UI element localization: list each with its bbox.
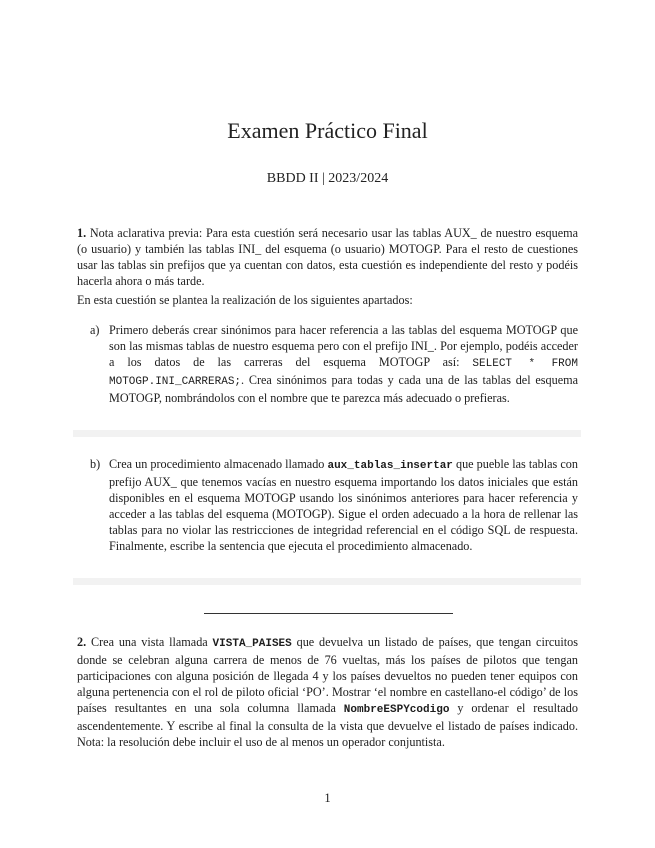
question-2-number: 2. xyxy=(77,635,87,649)
question-2-text xyxy=(77,634,578,750)
item-b-text-after: que pueble las tablas con prefijo AUX_ que tenemos vacías en nuestro esquema importando los datos iniciales que están disponibles en el esquema MOTOGP usando los sinónimos anteriores para hacer referencia y acceder a las tablas del esquema (MOTOGP). Sigue el orden adecuado a la hora de rellenar las tablas para no violar las restricciones de integridad referencial en el código SQL de respuesta. Finalmente, escribe la sentencia que ejecuta el procedimiento almacenado. xyxy=(109,457,578,553)
page-subtitle: BBDD II | 2023/2024 xyxy=(266,171,389,186)
question-2-code-1: VISTA_PAISES xyxy=(212,638,292,650)
answer-space-band xyxy=(73,430,581,437)
item-a-code: SELECT * FROM MOTOGP.INI_CARRERAS; xyxy=(109,358,578,388)
item-a-text-before: Primero deberás crear sinónimos para hacer referencia a las tablas del esquema MOTOGP que son las mismas tablas de nuestro esquema pero con el prefijo INI_. Por ejemplo, podéis acceder a los datos de las carreras del esquema MOTOGP así: xyxy=(109,323,578,369)
item-b-text xyxy=(109,456,578,554)
item-a-text xyxy=(109,322,578,406)
section-divider xyxy=(204,613,453,614)
item-a-text-after: . Crea sinónimos para todas y cada una de las tablas del esquema MOTOGP, nombrándolos con el nombre que te parezca más adecuado o prefieras. xyxy=(109,373,578,405)
question-2-code-2: NombreESPYcodigo xyxy=(343,704,450,716)
question-2-text-1: Crea una vista llamada xyxy=(90,635,213,649)
question-1-number: 1. xyxy=(77,226,87,240)
item-b-label: b) xyxy=(90,457,101,471)
item-b-text-before: Crea un procedimiento almacenado llamado xyxy=(109,457,328,471)
page-number: 1 xyxy=(324,791,331,805)
question-1-intro-text: Nota aclarativa previa: Para esta cuestión será necesario usar las tablas AUX_ de nuestro esquema (o usuario) y también las tablas INI_ del esquema (o usuario) MOTOGP. Para el resto de cuestiones usar las tablas sin prefijos que ya cuentan con datos, esta cuestión es independiente del resto y podéis hacerla ahora o más tarde. xyxy=(77,226,578,288)
question-2-text-2: que devuelva un listado de países, que tengan circuitos donde se celebran alguna carrera de menos de 76 vueltas, más los países de pilotos que tengan participaciones con alguna posición de llegada 4 y los países devueltos no pueden tener equipos con alguna pertenencia con el rol de piloto oficial ‘PO’. Mostrar ‘el nombre en castellano-el código’ de los países resultantes en una sola columna llamada xyxy=(77,635,578,715)
question-1-lead: En esta cuestión se plantea la realización de los siguientes apartados: xyxy=(77,293,413,307)
question-2-text-3: y ordenar el resultado ascendentemente. Y escribe al final la consulta de la vista que devuelve el listado de países indicado. Nota: la resolución debe incluir el uso de al menos un operador conjuntista. xyxy=(77,701,578,749)
item-b-code: aux_tablas_insertar xyxy=(327,460,453,472)
answer-space-band xyxy=(73,578,581,585)
question-1-intro xyxy=(77,225,578,289)
item-a-label: a) xyxy=(90,323,100,337)
page-title: Examen Práctico Final xyxy=(227,118,428,143)
